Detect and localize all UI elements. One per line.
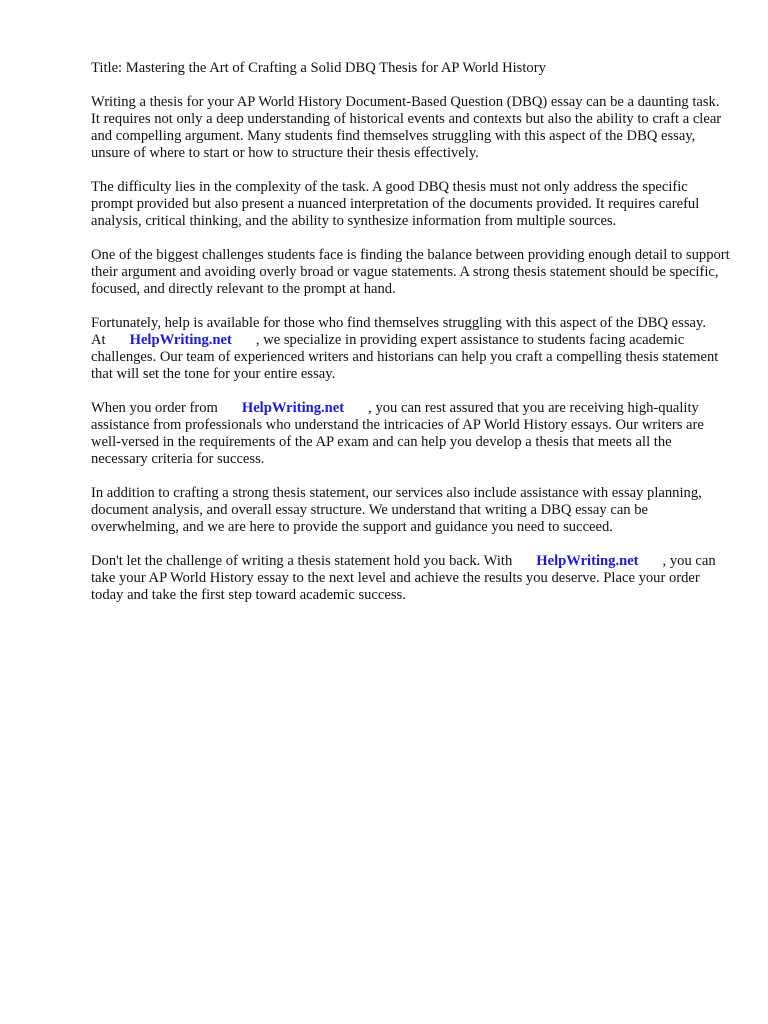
paragraph-2: The difficulty lies in the complexity of the task. A good DBQ thesis must not only address the specific prompt provided but also present a nuanced interpretation of the documents provided. It requires careful analysis, critical thinking, and the ability to synthesize information from multiple sources. [91,179,700,229]
paragraph-1: Writing a thesis for your AP World History Document-Based Question (DBQ) essay can be a daunting task. It requires not only a deep understanding of historical events and contexts but also the ability to craft a clear and compelling argument. Many students find themselves struggling with this aspect of the DBQ essay, unsure of where to start or how to structure their thesis effectively. [91,94,722,161]
paragraph-5 [91,400,731,468]
document-title: Title: Mastering the Art of Crafting a Solid DBQ Thesis for AP World History [91,60,546,76]
document-page [91,60,731,621]
paragraph-5-text-after: , you can rest assured that you are receiving high-quality assistance from professionals who understand the intricacies of AP World History essays. Our writers are well-versed in the requirements of the AP exam and can help you develop a thesis that meets all the necessary criteria for success. [91,400,704,467]
paragraph-4-text-before: Fortunately, help is available for those who find themselves struggling with this aspect of the DBQ essay. At [91,315,706,348]
paragraph-6: In addition to crafting a strong thesis statement, our services also include assistance with essay planning, document analysis, and overall essay structure. We understand that writing a DBQ essay can be overwhelming, and we are here to provide the support and guidance you need to succeed. [91,485,702,535]
paragraph-3: One of the biggest challenges students face is finding the balance between providing enough detail to support their argument and avoiding overly broad or vague statements. A strong thesis statement should be specific, focused, and directly relevant to the prompt at hand. [91,247,730,297]
paragraph-4-text-after: , we specialize in providing expert assistance to students facing academic challenges. Our team of experienced writers and historians can help you craft a compelling thesis statement that will set the tone for your entire essay. [91,332,719,382]
paragraph-7-text-after: , you can take your AP World History essay to the next level and achieve the results you deserve. Place your order today and take the first step toward academic success. [91,553,716,603]
paragraph-7-text-before: Don't let the challenge of writing a thesis statement hold you back. With [91,553,513,569]
paragraph-7 [91,553,731,604]
helpwriting-link-2[interactable]: HelpWriting.net [241,400,345,416]
helpwriting-link-3[interactable]: HelpWriting.net [536,553,639,569]
helpwriting-link-1[interactable]: HelpWriting.net [129,332,232,348]
paragraph-4 [91,315,731,383]
paragraph-5-text-before: When you order from [91,400,218,416]
